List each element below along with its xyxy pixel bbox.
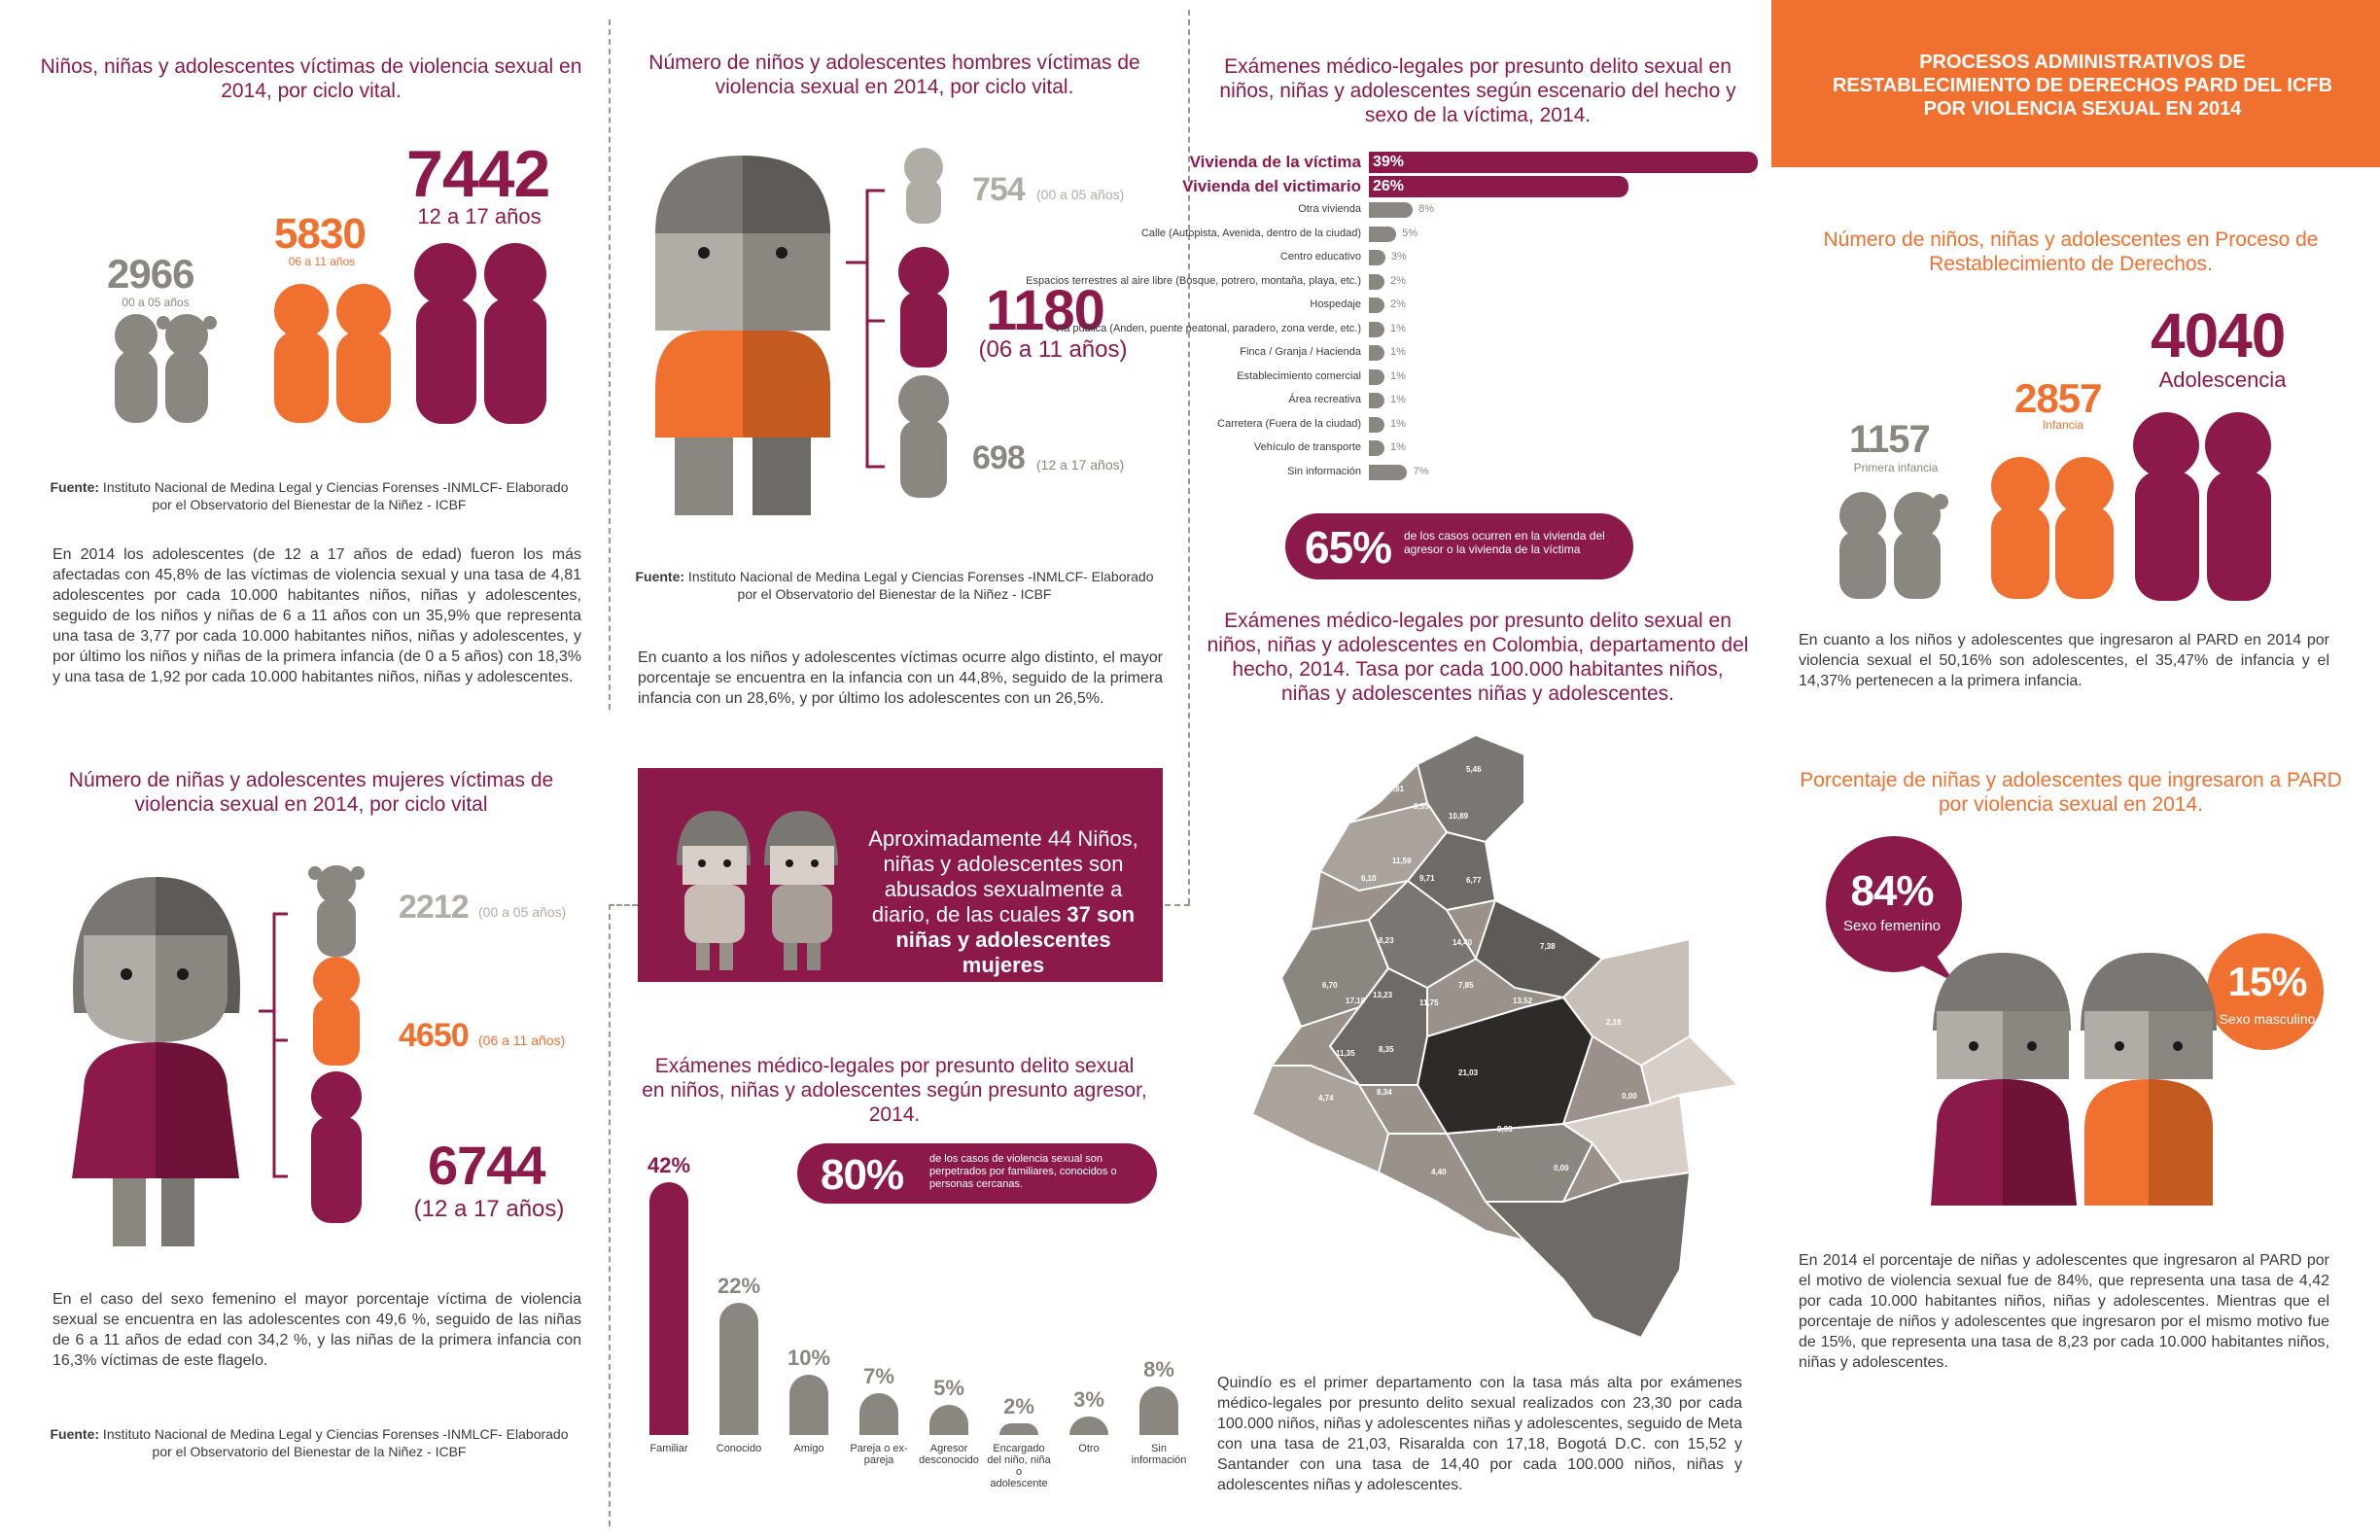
boys-bracket-and-icons xyxy=(846,146,972,496)
scenario-bar-label: Hospedaje xyxy=(1310,298,1361,310)
column-divider-1b xyxy=(609,904,611,1526)
col2-source xyxy=(632,568,1157,603)
map-label: 0,00 xyxy=(1622,1092,1637,1101)
scenario-bar xyxy=(1369,176,1628,197)
age3-label: 12 a 17 años xyxy=(417,204,542,228)
agresor-bar xyxy=(719,1303,758,1435)
agresor-bar-value: 2% xyxy=(1003,1393,1034,1418)
daily-abuse-text xyxy=(867,826,1139,978)
scenario-bar-row xyxy=(1089,199,1769,221)
map-label: 11,35 xyxy=(1336,1049,1355,1058)
fem-label: Sexo femenino xyxy=(1842,918,1942,934)
scenario-bar xyxy=(1369,274,1384,290)
scenario-bar-value: 5% xyxy=(1402,227,1418,239)
map-label: 7,38 xyxy=(1540,942,1556,951)
map-label: 17,18 xyxy=(1346,997,1366,1005)
scenario-bar-label: Centro educativo xyxy=(1279,251,1361,262)
scenario-bar-row xyxy=(1089,247,1769,268)
map-title: Exámenes médico-legales por presunto delito sexual en niños, niñas y adolescentes en Colombia, departamento del hecho, 2014. Tasa por cada 100.000 habitantes niños, niñas y adolescentes niñas y adolescentes. xyxy=(1207,610,1749,705)
map-label: 4,74 xyxy=(1318,1094,1334,1102)
age3-value: 7442 xyxy=(406,137,550,211)
scenario-bar-row xyxy=(1089,176,1769,197)
map-label: 8,23 xyxy=(1379,936,1394,945)
scenario-bar-row xyxy=(1089,152,1769,173)
fem-value: 84% xyxy=(1850,867,1934,915)
scenario-bar-value: 3% xyxy=(1390,251,1407,262)
scenario-bar-value: 2% xyxy=(1390,274,1406,287)
agresor-bar-value: 10% xyxy=(787,1346,831,1371)
agresor-bar-label: Encargado del niño, niña o adolescente xyxy=(987,1443,1051,1489)
scenario-bar xyxy=(1369,417,1384,433)
age1-value: 2966 xyxy=(107,251,194,297)
map-label: 0,00 xyxy=(1554,1164,1569,1172)
map-label: 4,29 xyxy=(1278,1133,1293,1141)
agresor-bar-value: 8% xyxy=(1143,1357,1174,1382)
scenario-pill xyxy=(1285,513,1633,579)
col1-source-2 xyxy=(47,1425,572,1460)
scenario-bar-label: Vivienda del victimario xyxy=(1182,176,1361,195)
map-paragraph: Quindío es el primer departamento con la tasa más alta por exámenes médico-legales por presunto delito sexual realizados con 23,30 por cada 100.000 niños, niñas y adolescentes niñas y adolescentes, seguido de Meta con una tasa de 21,03, Risaralda con 17,18, Bogotá D.C. con 15,52 y Santander con una tasa de 14,40 por cada 100.000 niños, niñas y adolescentes niñas y adolescentes. xyxy=(1217,1375,1742,1493)
scenario-bar xyxy=(1369,465,1407,480)
map-label: 6,10 xyxy=(1361,874,1377,883)
scenario-bar xyxy=(1369,393,1384,408)
scenario-bar-row xyxy=(1089,414,1769,436)
scenario-bar-value: 1% xyxy=(1390,346,1406,358)
map-label: 8,34 xyxy=(1377,1088,1392,1097)
pard-paragraph: En cuanto a los niños y adolescentes que ingresaron al PARD en 2014 por violencia sexual el 50,16% son adolescentes, el 35,47% de infancia y el 14,37% pertenecen a la primera infancia. xyxy=(1799,632,2329,689)
boy-figure xyxy=(646,146,840,535)
agresor-bar-value: 42% xyxy=(647,1153,691,1177)
map-label: 11,75 xyxy=(1419,998,1439,1007)
col1-paragraph: En 2014 los adolescentes (de 12 a 17 años de edad) fueron los más afectadas con 45,8% de las víctimas de violencia sexual y una tasa de 4,81 adolescentes por cada 10.000 habitantes niños, niñas y adolescentes, seguido de los niños y niñas de 6 a 11 años con un 35,9% que representa una tasa de 3,77 por cada 10.000 habitantes niños, niñas y adolescentes, y por último los niños y niñas de la primera infancia (de 0 a 5 años) con 18,3% y una tasa de 1,92 por cada 10.000 habitantes niños, niñas y adolescentes. xyxy=(52,546,581,685)
boys-l2: (06 a 11 años) xyxy=(978,336,1128,363)
scenario-bar-label: Sin información xyxy=(1287,465,1361,477)
map-label: 10,81 xyxy=(1384,785,1405,793)
boys-v3: 698 xyxy=(972,439,1025,476)
scenario-bar xyxy=(1369,369,1384,385)
daily-abuse-text-bold: 37 son niñas y adolescentes mujeres xyxy=(895,902,1136,977)
girls-l3: (12 a 17 años) xyxy=(413,1196,565,1222)
scenario-bar-value: 1% xyxy=(1390,417,1406,430)
map-label: 5,46 xyxy=(1466,765,1482,774)
girls-l2: (06 a 11 años) xyxy=(478,1032,566,1048)
agresor-bar xyxy=(999,1423,1038,1435)
map-label: 11,93 xyxy=(1521,1253,1540,1262)
col1-title: Niños, niñas y adolescentes víctimas de violencia sexual en 2014, por ciclo vital. xyxy=(40,55,582,102)
scenario-bar-value: 1% xyxy=(1390,441,1406,453)
scenario-bar xyxy=(1369,202,1413,218)
scenario-bar-row xyxy=(1053,319,1769,340)
map-label: 13,52 xyxy=(1513,997,1533,1005)
scenario-bar-row xyxy=(1089,367,1769,388)
boys-title: Número de niños y adolescentes hombres víctimas de violencia sexual en 2014, por ciclo vital. xyxy=(648,52,1140,98)
scenario-bar-value: 1% xyxy=(1390,394,1406,405)
agresor-bar-value: 3% xyxy=(1073,1387,1104,1413)
children-figures-by-age xyxy=(97,214,564,428)
pard-l2: Infancia xyxy=(2042,418,2084,432)
two-children-icon xyxy=(675,807,850,972)
girls-paragraph: En el caso del sexo femenino el mayor porcentaje víctima de violencia sexual se encuentra en las adolescentes con 49,6 %, seguido de las niñas de 6 a 11 años de edad con 34,2 %, y las niñas de la primera infancia con 16,3% víctimas de este flagelo. xyxy=(52,1291,581,1369)
scenario-bar-label: Espacios terrestres al aire libre (Bosque, potrero, montaña, playa, etc.) xyxy=(1026,274,1361,287)
agresor-bar xyxy=(859,1393,898,1435)
scenario-bar-value: 7% xyxy=(1413,465,1429,477)
scenario-bar-label: Carretera (Fuera de la ciudad) xyxy=(1217,417,1361,430)
source2-bold: Fuente: xyxy=(50,1426,100,1442)
scenario-bar-value: 2% xyxy=(1390,298,1406,310)
agresor-bar xyxy=(789,1375,828,1435)
scenario-bar-row xyxy=(1089,390,1769,411)
map-label: 11,59 xyxy=(1392,857,1412,865)
scenario-bar-row xyxy=(1026,271,1769,293)
girls-l1: (00 a 05 años) xyxy=(478,904,567,920)
scenario-bar-row xyxy=(1089,342,1769,364)
agresor-bar-value: 22% xyxy=(717,1273,761,1298)
colombia-map xyxy=(1233,716,1719,1357)
scenario-bar-label: Finca / Granja / Hacienda xyxy=(1240,346,1361,358)
scenario-pill-value: 65% xyxy=(1305,522,1392,573)
pard-title: Número de niños, niñas y adolescentes en Proceso de Restablecimiento de Derechos. xyxy=(1823,228,2319,275)
scenario-bar xyxy=(1369,227,1396,242)
map-label: 8,55 xyxy=(1414,802,1429,811)
agresor-bar-label: Amigo xyxy=(793,1443,824,1454)
boys-l1: (00 a 05 años) xyxy=(1036,187,1125,202)
pard-l3: Adolescencia xyxy=(2158,368,2287,392)
map-label: 10,89 xyxy=(1449,812,1469,821)
scenario-bar-label: Otra vivienda xyxy=(1298,203,1361,215)
scenario-bar xyxy=(1369,345,1384,361)
pard-v2: 2857 xyxy=(2014,375,2102,421)
scenario-bar xyxy=(1369,298,1384,313)
agresor-bar-label: Agresor desconocido xyxy=(919,1443,979,1466)
map-label: 13,23 xyxy=(1373,991,1393,999)
pard-banner xyxy=(1771,0,2380,167)
col2-source-text: Instituto Nacional de Medina Legal y Ciencias Forenses -INMLCF- Elaborado por el Observatorio del Bienestar de la Niñez - ICBF xyxy=(684,569,1154,602)
scenario-bar-value: 1% xyxy=(1390,322,1406,334)
age2-value: 5830 xyxy=(274,210,366,258)
pct-title: Porcentaje de niñas y adolescentes que ingresaron a PARD por violencia sexual en 2014. xyxy=(1800,769,2342,816)
scenario-bar xyxy=(1369,250,1385,265)
map-label: 6,77 xyxy=(1466,876,1482,885)
map-label: 8,06 xyxy=(1359,1175,1375,1184)
agresor-bar xyxy=(929,1405,968,1435)
scenario-bar xyxy=(1369,440,1384,456)
daily-abuse-box xyxy=(638,768,1163,982)
map-label: 21,03 xyxy=(1458,1068,1479,1077)
agresor-title: Exámenes médico-legales por presunto delito sexual en niños, niñas y adolescentes según presunto agresor, 2014. xyxy=(642,1055,1147,1126)
masc-label: Sexo masculino xyxy=(2219,1011,2316,1027)
girls-v3: 6744 xyxy=(428,1135,545,1196)
agresor-bar-label: Otro xyxy=(1078,1443,1100,1454)
pard-banner-text: PROCESOS ADMINISTRATIVOS DE RESTABLECIMIENTO DE DERECHOS PARD DEL ICFB POR VIOLENCIA SEXUAL EN 2014 xyxy=(1832,52,2333,120)
source-text: Instituto Nacional de Medina Legal y Ciencias Forenses -INMLCF- Elaborado por el Observatorio del Bienestar de la Niñez - ICBF xyxy=(99,479,569,512)
scenario-bar-row xyxy=(1089,462,1769,483)
girls-title: Número de niñas y adolescentes mujeres víctimas de violencia sexual en 2014, por ciclo vital xyxy=(68,769,554,816)
agresor-bar-label: Pareja o ex-pareja xyxy=(850,1443,908,1466)
boys-v2: 1180 xyxy=(986,279,1104,342)
scenario-bar-value: 1% xyxy=(1390,369,1406,382)
pard-l1: Primera infancia xyxy=(1853,461,1939,474)
scenario-bar-label: Vivienda de la víctima xyxy=(1189,153,1361,171)
map-label: 2,19 xyxy=(1606,1018,1622,1027)
age1-label: 00 a 05 años xyxy=(122,296,190,309)
pard-v3: 4040 xyxy=(2151,300,2286,370)
agresor-bar-value: 5% xyxy=(933,1376,964,1401)
map-label: 14,40 xyxy=(1452,938,1473,947)
pard-v1: 1157 xyxy=(1849,418,1930,461)
boys-v1: 754 xyxy=(972,171,1025,208)
agresor-bar-value: 7% xyxy=(863,1363,894,1388)
scenario-bar-label: Calle (Autopista, Avenida, dentro de la ciudad) xyxy=(1140,227,1361,239)
col2-source-bold: Fuente: xyxy=(635,569,685,584)
boys-l3: (12 a 17 años) xyxy=(1036,457,1125,472)
map-label: 8,35 xyxy=(1379,1045,1394,1054)
scenario-bar-label: Área recreativa xyxy=(1288,394,1361,405)
column-divider-1c xyxy=(609,904,638,906)
agresor-bar-label: Conocido xyxy=(716,1443,762,1454)
agresor-bar xyxy=(649,1182,688,1435)
scenario-bar-label: Vía pública (Anden, puente peatonal, paradero, zona verde, etc.) xyxy=(1053,322,1361,334)
column-divider-2b xyxy=(1165,904,1190,906)
agresor-pill-text: de los casos de violencia sexual son perpetrados por familiares, conocidos o personas cercanas. xyxy=(929,1153,1117,1190)
scenario-bar-label: Vehículo de transporte xyxy=(1253,441,1361,453)
scenario-bar xyxy=(1369,152,1758,173)
agresor-bar xyxy=(1069,1417,1108,1435)
map-label: 9,71 xyxy=(1419,874,1435,883)
pct-paragraph: En 2014 el porcentaje de niñas y adolescentes que ingresaron al PARD por el motivo de violencia sexual fue de 84%, que representa una tasa de 4,42 por cada 10.000 habitantes niños, niñas y adolescentes. Mientras que el porcentaje de niños y adolescentes que ingresaron por el mismo motivo fue de 15%, que representa una tasa de 8,23 por cada 10.000 habitantes niños, niñas y adolescentes. xyxy=(1799,1252,2329,1371)
scenario-bar-value: 26% xyxy=(1373,177,1405,194)
column-divider-1 xyxy=(609,19,611,710)
map-label: 4,40 xyxy=(1431,1168,1447,1176)
scenario-bar-value: 39% xyxy=(1373,154,1405,170)
agresor-bar-label: Familiar xyxy=(649,1443,688,1454)
pard-children-figures xyxy=(1814,399,2281,603)
agresor-chart xyxy=(632,1128,1187,1489)
scenario-bar-value: 8% xyxy=(1418,203,1435,215)
map-label: 7,85 xyxy=(1458,981,1474,990)
map-label: 6,70 xyxy=(1322,981,1338,990)
masc-value: 15% xyxy=(2227,959,2307,1004)
agresor-bar-label: Sin información xyxy=(1131,1443,1187,1466)
scenario-bar-row xyxy=(1089,295,1769,316)
scenario-title: Exámenes médico-legales por presunto delito sexual en niños, niñas y adolescentes según escenario del hecho y sexo de la víctima, 2014. xyxy=(1219,55,1736,126)
girl-figure xyxy=(54,848,249,1256)
map-label: 9,93 xyxy=(1497,1125,1513,1134)
scenario-bar-label: Establecimiento comercial xyxy=(1237,369,1361,382)
agresor-bar xyxy=(1139,1386,1178,1435)
source2-text: Instituto Nacional de Medina Legal y Ciencias Forenses -INMLCF- Elaborado por el Observatorio del Bienestar de la Niñez - ICBF xyxy=(99,1426,569,1459)
scenario-bar-row xyxy=(1089,438,1769,459)
agresor-pill-value: 80% xyxy=(821,1151,904,1199)
scenario-bar xyxy=(1369,322,1384,337)
scenario-pill-text: de los casos ocurren en la vivienda del agresor o la vivienda de la víctima xyxy=(1404,529,1605,556)
girls-v1: 2212 xyxy=(399,889,469,926)
scenario-bar-row xyxy=(1089,224,1769,245)
girls-bracket-and-icons xyxy=(259,856,395,1264)
source-bold: Fuente: xyxy=(50,479,100,495)
daily-abuse-text-1: Aproximadamente 44 Niños, niñas y adolescentes son abusados sexualmente a diario, de las cuales xyxy=(868,826,1138,927)
age2-label: 06 a 11 años xyxy=(288,255,356,268)
col2-paragraph: En cuanto a los niños y adolescentes víctimas ocurre algo distinto, el mayor porcentaje se encuentra en la infancia con un 44,8%, seguido de la primera infancia con un 28,6%, y por último los adolescentes con un 26,5%. xyxy=(638,649,1163,707)
girls-v2: 4650 xyxy=(399,1017,469,1054)
col1-source xyxy=(47,478,572,513)
